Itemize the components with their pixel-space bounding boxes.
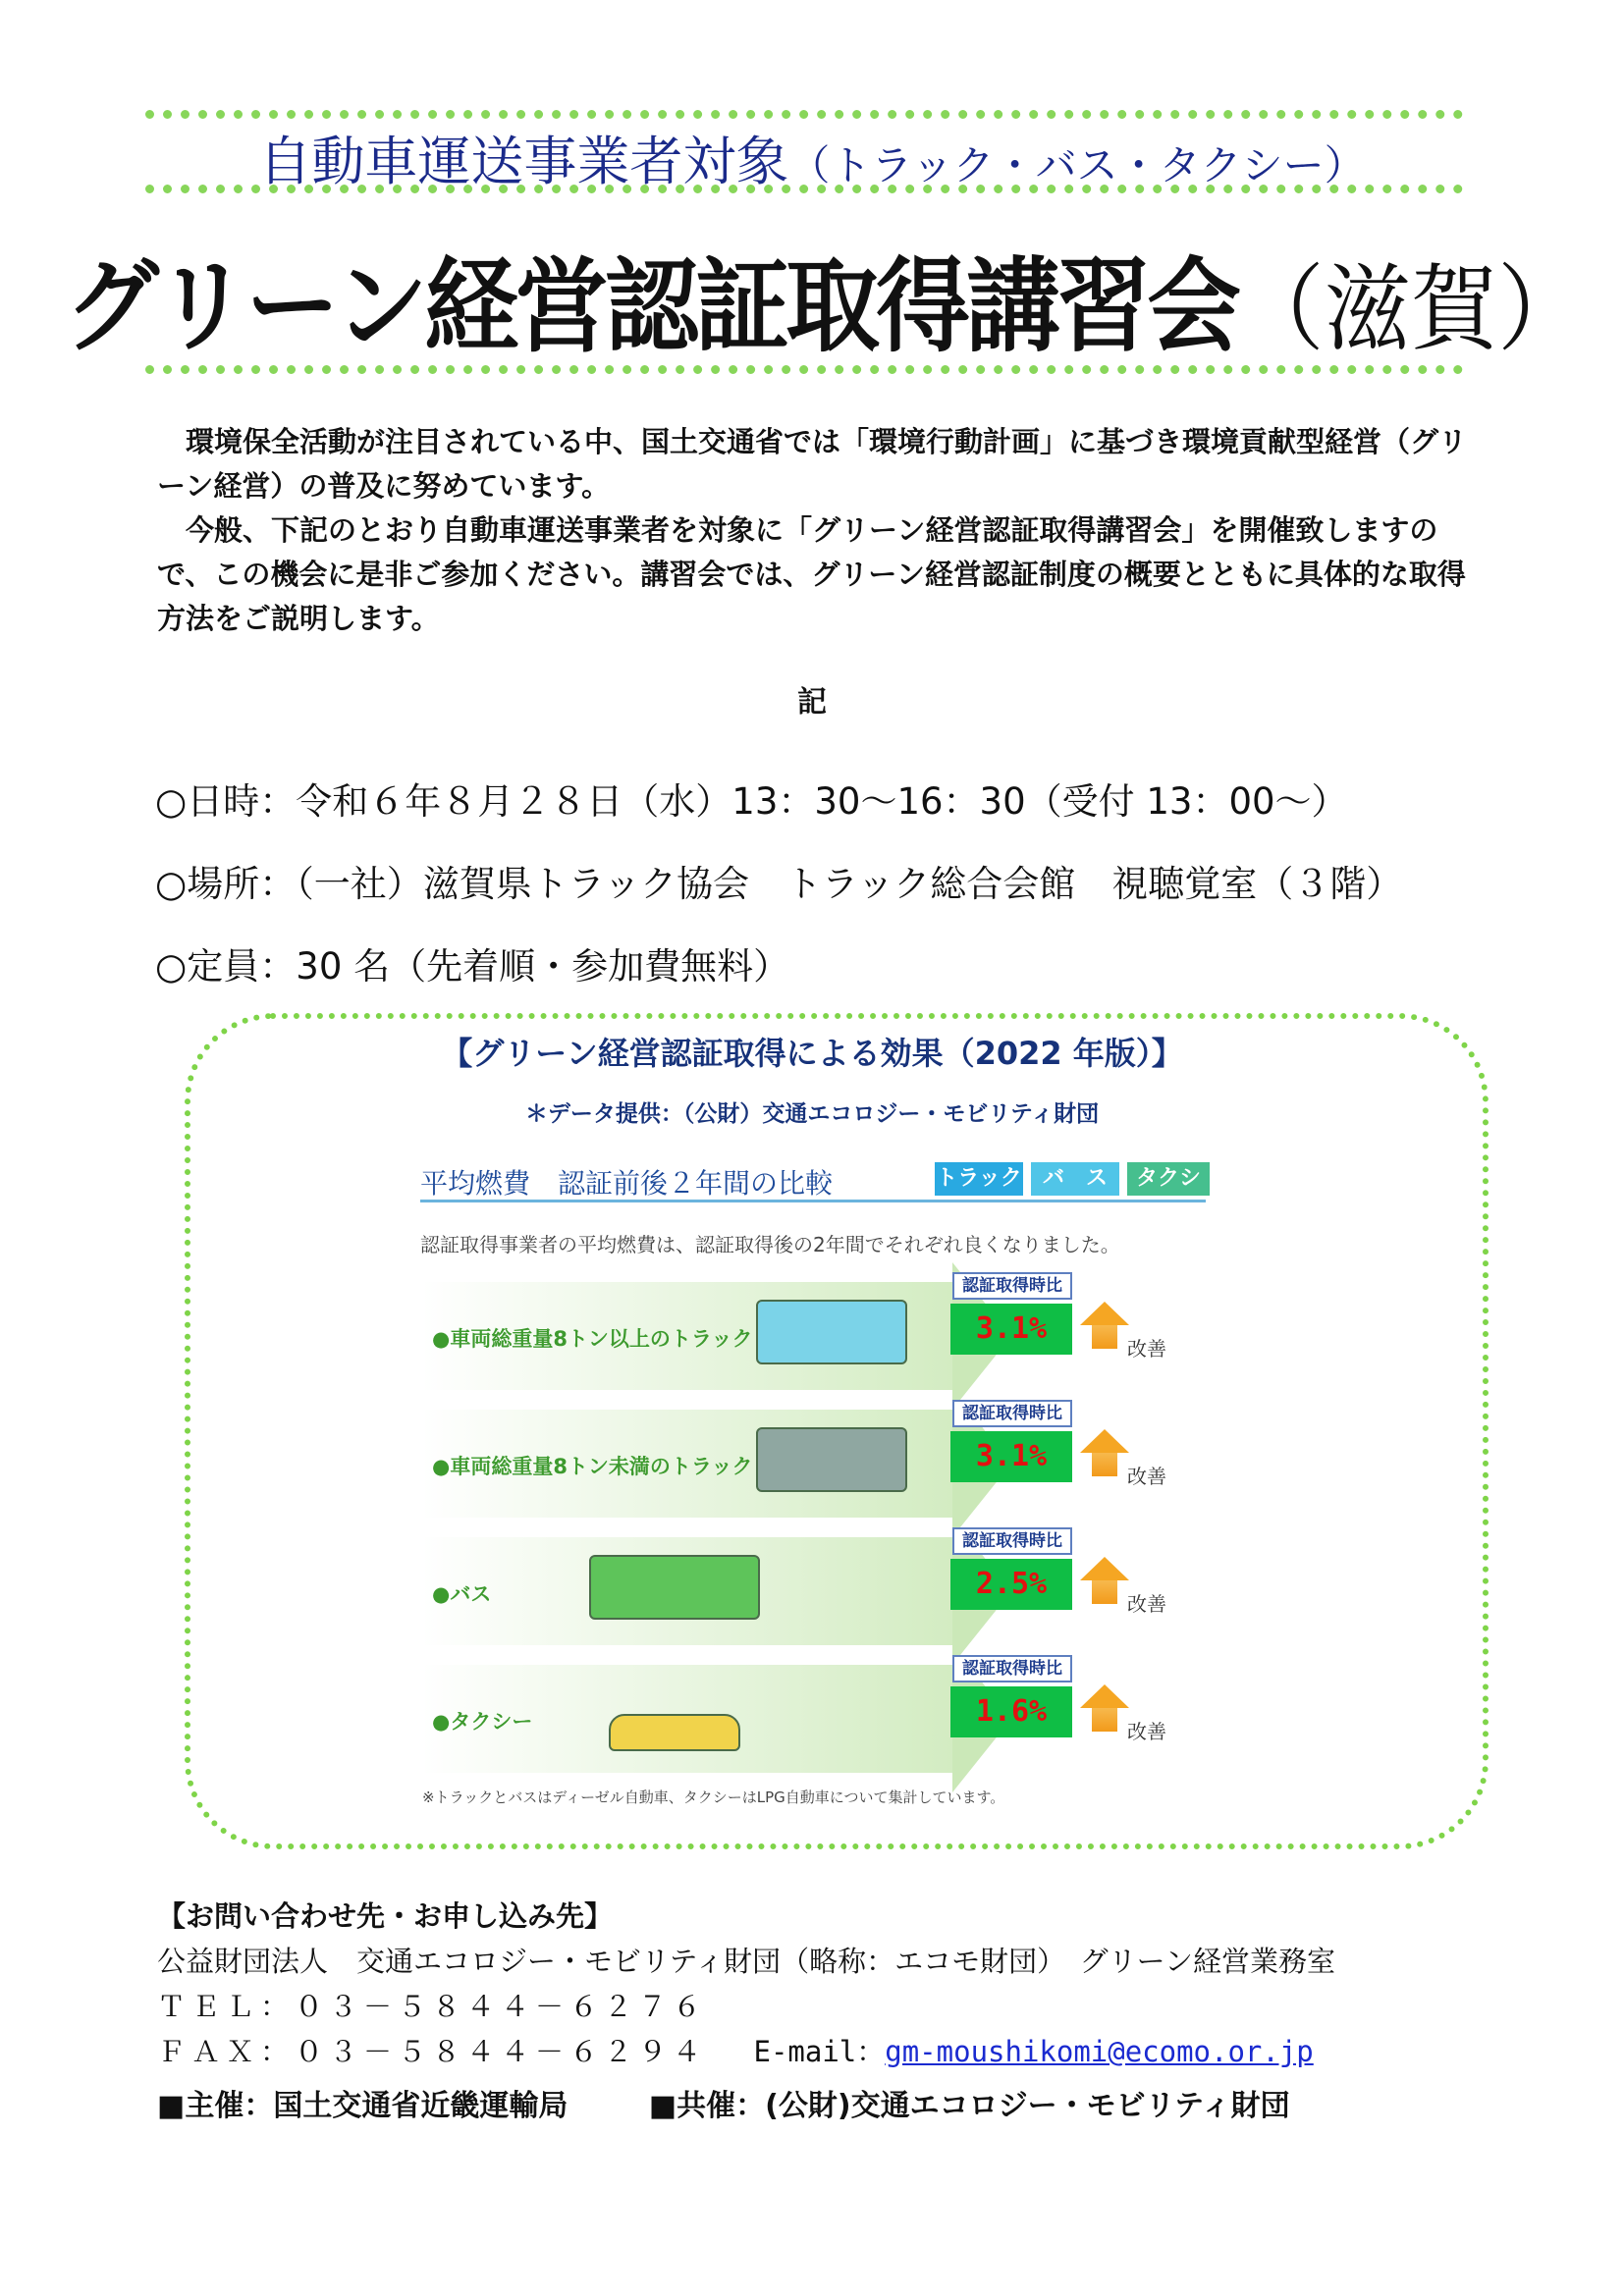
page-title [65, 224, 1585, 371]
fax-label: ＦＡＸ： [157, 2035, 296, 2068]
chart-title: 平均燃費 認証前後２年間の比較 [420, 1167, 834, 1200]
bottom-dotted-divider [145, 365, 1463, 374]
organizer: ■主催：国土交通省近畿運輸局 [157, 2089, 568, 2123]
chart-category-label: ●車両総重量8トン以上のトラック [432, 1327, 753, 1351]
contact-fax [157, 2030, 1314, 2070]
chart-category-label: ●車両総重量8トン未満のトラック [432, 1455, 753, 1478]
ki-heading: 記 [797, 685, 827, 720]
improvement-label: 改善 [1127, 1720, 1166, 1743]
email-label: E-mail： [753, 2035, 886, 2068]
event-place: ○場所：（一社）滋賀県トラック協会 トラック総合会館 視聴覚室（３階） [155, 863, 1403, 905]
event-capacity: ○定員：30 名（先着順・参加費無料） [155, 945, 790, 988]
improvement-value: 3.1% [950, 1304, 1072, 1355]
tel-label: ＴＥＬ： [157, 1990, 296, 2023]
contact-tel [157, 1985, 707, 2025]
up-arrow-stem [1092, 1453, 1117, 1476]
cert-ratio-label: 認証取得時比 [952, 1527, 1072, 1555]
mid-dotted-divider [145, 185, 1463, 193]
cert-ratio-label: 認証取得時比 [952, 1400, 1072, 1427]
up-arrow-icon [1080, 1302, 1129, 1325]
title-main: グリーン経営認証取得講習会 [65, 246, 1238, 366]
chart-category-label: ●バス [432, 1582, 492, 1606]
cert-ratio-label: 認証取得時比 [952, 1272, 1072, 1300]
chart-description: 認証取得事業者の平均燃費は、認証取得後の2年間でそれぞれ良くなりました。 [420, 1233, 1120, 1256]
improvement-label: 改善 [1127, 1465, 1166, 1488]
top-dotted-divider [145, 110, 1463, 119]
up-arrow-stem [1092, 1580, 1117, 1604]
event-datetime: ○日時：令和６年８月２８日（水）13：30～16：30（受付 13：00～） [155, 780, 1348, 823]
subtitle-main: 自動車運送事業者対象 [258, 131, 789, 192]
hosts [157, 2081, 1290, 2124]
vehicle-icon [589, 1555, 760, 1620]
fax-number: ０３－５８４４－６２９４ [295, 2035, 708, 2068]
intro-text [157, 420, 1483, 641]
up-arrow-icon [1080, 1557, 1129, 1580]
tag-taxi: タクシー [1127, 1162, 1210, 1196]
tag-truck: トラック [935, 1162, 1023, 1196]
tel-number: ０３－５８４４－６２７６ [295, 1990, 708, 2023]
intro-paragraph-2: 今般、下記のとおり自動車運送事業者を対象に「グリーン経営認証取得講習会」を開催致しますので、この機会に是非ご参加ください。講習会では、グリーン経営認証制度の概要とともに具体的な取得方法をご説明します。 [157, 513, 1466, 635]
co-organizer: ■共催：(公財)交通エコロジー・モビリティ財団 [648, 2089, 1290, 2123]
up-arrow-stem [1092, 1325, 1117, 1349]
improvement-label: 改善 [1127, 1337, 1166, 1361]
up-arrow-stem [1092, 1708, 1117, 1732]
contact-heading: 【お問い合わせ先・お申し込み先】 [157, 1899, 614, 1933]
vehicle-icon [756, 1300, 907, 1364]
vehicle-icon [609, 1714, 740, 1751]
chart-note: ※トラックとバスはディーゼル自動車、タクシーはLPG自動車について集計しています。 [422, 1789, 1005, 1806]
effect-box-title: 【グリーン経営認証取得による効果（2022 年版）】 [441, 1035, 1183, 1072]
email-link[interactable]: gm-moushikomi@ecomo.or.jp [885, 2035, 1314, 2068]
chart-category-label: ●タクシー [432, 1710, 533, 1734]
improvement-value: 2.5% [950, 1559, 1072, 1610]
cert-ratio-label: 認証取得時比 [952, 1655, 1072, 1682]
up-arrow-icon [1080, 1684, 1129, 1708]
improvement-label: 改善 [1127, 1592, 1166, 1616]
tag-bus: バ ス [1031, 1162, 1119, 1196]
title-region: （滋賀） [1237, 254, 1585, 364]
effect-box-source: ＊データ提供：（公財）交通エコロジー・モビリティ財団 [524, 1101, 1100, 1127]
improvement-value: 3.1% [950, 1431, 1072, 1482]
vehicle-icon [756, 1427, 907, 1492]
contact-org: 公益財団法人 交通エコロジー・モビリティ財団（略称：エコモ財団） グリーン経営業務室 [157, 1945, 1336, 1978]
improvement-value: 1.6% [950, 1686, 1072, 1737]
up-arrow-icon [1080, 1429, 1129, 1453]
intro-paragraph-1: 環境保全活動が注目されている中、国土交通省では「環境行動計画」に基づき環境貢献型経営（グリーン経営）の普及に努めています。 [157, 425, 1468, 503]
subtitle-paren: （トラック・バス・タクシー） [788, 141, 1366, 189]
